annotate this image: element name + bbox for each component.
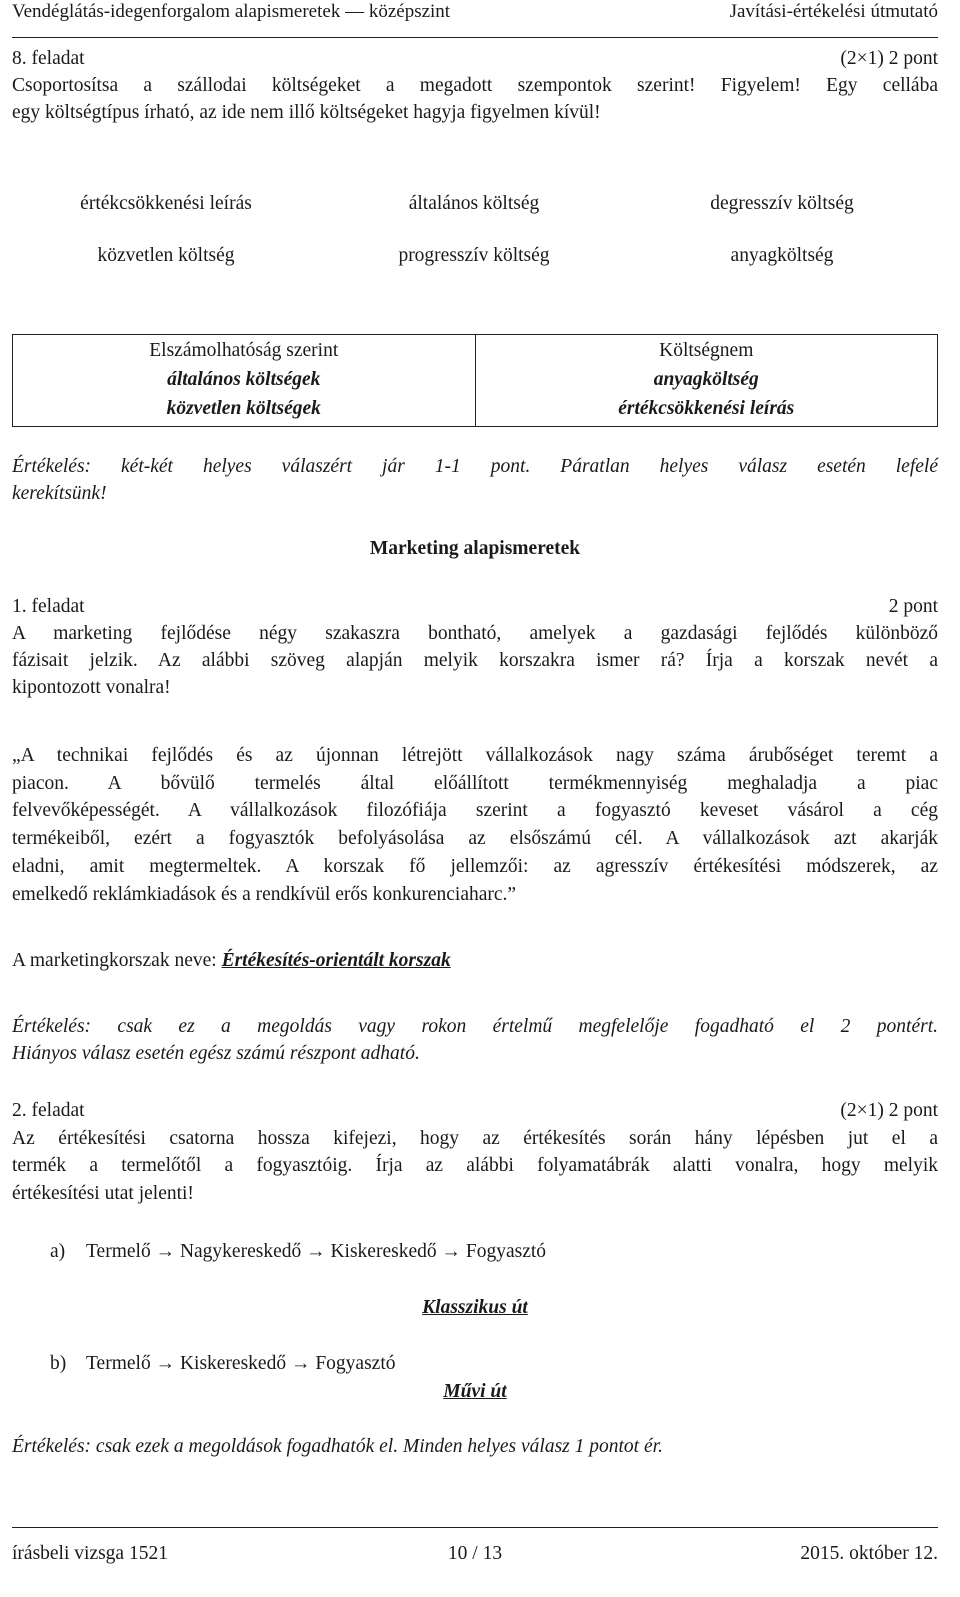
option-item: értékcsökkenési leírás [80, 193, 252, 214]
table-answer: anyagköltség [653, 369, 759, 390]
footer-rule [12, 1527, 938, 1528]
table-answer: általános költségek [167, 369, 321, 390]
task2-intro-line2: termék a termelőtől a fogyasztóig. Írja az alábbi folyamatábrák alatti vonalra, hogy melyik [12, 1155, 938, 1176]
task1-label: 1. feladat [12, 596, 85, 617]
footer-date: 2015. október 12. [800, 1543, 938, 1564]
item-a-marker: a) [50, 1241, 66, 1262]
task2-points: (2×1) 2 pont [840, 1100, 938, 1121]
task2-evaluation: Értékelés: csak ezek a megoldások fogadhatók el. Minden helyes válasz 1 pontot ér. [12, 1436, 663, 1457]
item-b-answer: Művi út [443, 1381, 507, 1402]
section-title: Marketing alapismeretek [369, 538, 581, 559]
task1-answer-label: A marketingkorszak neve: [12, 950, 222, 971]
item-a-answer: Klasszikus út [422, 1297, 528, 1318]
task8-points: (2×1) 2 pont [840, 48, 938, 69]
task1-intro-line3: kipontozott vonalra! [12, 677, 171, 698]
option-item: anyagköltség [730, 245, 834, 266]
quote-line4: termékeiből, ezért a fogyasztók befolyásolása az elsőszámú cél. A vállalkozások azt akarják [12, 828, 938, 849]
table-cell-cost-type [475, 335, 938, 427]
task8-evaluation-line2: kerekítsünk! [12, 483, 107, 504]
page-header [12, 1, 938, 23]
header-subtitle: Javítási-értékelési útmutató [729, 1, 938, 22]
footer-page-number: 10 / 13 [447, 1543, 503, 1564]
task8-instruction-line1: Csoportosítsa a szállodai költségeket a megadott szempontok szerint! Figyelem! Egy cellába [12, 75, 938, 96]
quote-line2: piacon. A bővülő termelés által előállított termékmennyiség meghaladja a piac [12, 773, 938, 794]
task1-intro-line1: A marketing fejlődése négy szakaszra bontható, amelyek a gazdasági fejlődés különböző [12, 623, 938, 644]
task8-options-row2 [12, 245, 938, 267]
item-b-marker: b) [50, 1353, 67, 1374]
page-footer [12, 1543, 938, 1573]
task1-points: 2 pont [888, 596, 938, 617]
task1-evaluation-line1: Értékelés: csak ez a megoldás vagy rokon értelmű megfelelője fogadható el 2 pontért. [12, 1016, 938, 1037]
task2-intro-line3: értékesítési utat jelenti! [12, 1183, 194, 1204]
cost-classification-table [12, 334, 938, 427]
task8-heading [12, 45, 938, 72]
task1-intro-line2: fázisait jelzik. Az alábbi szöveg alapján melyik korszakra ismer rá? Írja a korszak nevét a [12, 650, 938, 671]
quote-line5: eladni, amit megtermeltek. A korszak fő jellemzői: az agresszív értékesítési módszerek, az [12, 856, 938, 877]
table-header-accountability: Elszámolhatóság szerint [149, 340, 339, 361]
option-item: általános költség [408, 193, 540, 214]
quote-line3: felvevőképességét. A vállalkozások filozófiája szerint a fogyasztó keveset vásárol a cég [12, 800, 938, 821]
task1-evaluation-line2: Hiányos válasz esetén egész számú részpont adható. [12, 1043, 420, 1064]
task1-answer-line [12, 947, 938, 974]
footer-exam-id: írásbeli vizsga 1521 [12, 1543, 168, 1564]
task8-instruction-line2: egy költségtípus írható, az ide nem illő költségeket hagyja figyelmen kívül! [12, 102, 601, 123]
task1-answer: Értékesítés-orientált korszak [221, 950, 451, 971]
quote-line1: „A technikai fejlődés és az újonnan létrejött vállalkozások nagy száma árubőséget teremt a [12, 745, 938, 766]
task2-heading [12, 1097, 938, 1124]
item-b-flow: Termelő → Kiskereskedő → Fogyasztó [86, 1353, 396, 1374]
task8-evaluation-line1: Értékelés: két-két helyes válaszért jár 1-1 pont. Páratlan helyes válasz esetén lefelé [12, 456, 938, 477]
table-answer: közvetlen költségek [166, 398, 321, 419]
option-item: közvetlen költség [97, 245, 235, 266]
header-title: Vendéglátás-idegenforgalom alapismeretek — középszint [12, 1, 451, 22]
option-item: progresszív költség [398, 245, 550, 266]
task1-heading [12, 593, 938, 620]
task8-options-row1 [12, 193, 938, 215]
item-a-flow: Termelő → Nagykereskedő → Kiskereskedő → Fogyasztó [86, 1241, 547, 1262]
table-answer: értékcsökkenési leírás [618, 398, 795, 419]
header-rule [12, 37, 938, 38]
quote-line6: emelkedő reklámkiadások és a rendkívül erős konkurenciaharc.” [12, 884, 517, 905]
option-item: degresszív költség [710, 193, 854, 214]
table-header-cost-type: Költségnem [659, 340, 754, 361]
table-cell-accountability [13, 335, 476, 427]
task8-label: 8. feladat [12, 48, 85, 69]
task2-intro-line1: Az értékesítési csatorna hossza kifejezi, hogy az értékesítés során hány lépésben jut el a [12, 1128, 938, 1149]
task2-label: 2. feladat [12, 1100, 85, 1121]
